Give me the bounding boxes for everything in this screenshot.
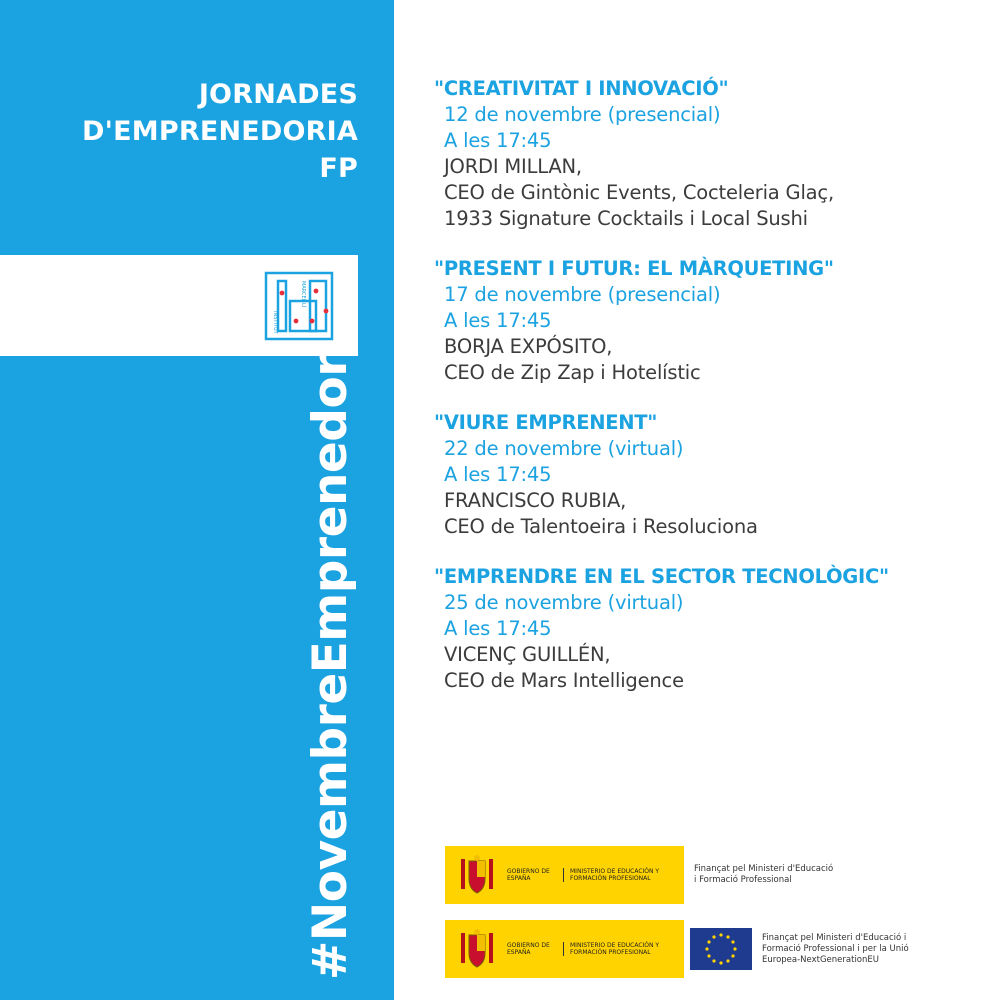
event-speaker: FRANCISCO RUBIA, [444,489,627,512]
event-date: 17 de novembre (presencial) [444,283,721,306]
funding-note-line: Finançat pel Ministeri d'Educació [694,864,834,874]
funding-row [445,920,909,978]
event-item [434,410,994,540]
event-date: 25 de novembre (virtual) [444,591,684,614]
event-title: "CREATIVITAT I INNOVACIÓ" [434,77,729,100]
funding-note [752,933,909,966]
event-role: 1933 Signature Cocktails i Local Sushi [444,207,808,230]
event-item [434,76,994,232]
event-role: CEO de Zip Zap i Hotelístic [444,361,701,384]
event-time: A les 17:45 [444,463,552,486]
gobierno-label: GOBIERNO DE ESPAÑA [507,868,564,882]
event-list [434,76,994,718]
event-date: 12 de novembre (presencial) [444,103,721,126]
event-speaker: JORDI MILLAN, [444,155,582,178]
event-item [434,256,994,386]
institute-logo [264,271,334,341]
coat-of-arms-icon [457,853,497,897]
event-role: CEO de Mars Intelligence [444,669,684,692]
event-time: A les 17:45 [444,617,552,640]
event-date: 22 de novembre (virtual) [444,437,684,460]
gobierno-label: GOBIERNO DE ESPAÑA [507,942,564,956]
event-time: A les 17:45 [444,129,552,152]
title-line-3: FP [319,153,358,184]
event-time: A les 17:45 [444,309,552,332]
funding-note-line: Europea-NextGenerationEU [762,954,879,965]
title-line-2: D'EMPRENEDORIA [82,116,358,147]
svg-text:MARCEL·LÍ: MARCEL·LÍ [300,281,306,308]
funding-logos [445,846,909,978]
event-role: CEO de Talentoeira i Resoluciona [444,515,758,538]
government-banner [445,846,684,904]
coat-of-arms-icon [457,927,497,971]
event-item [434,564,994,694]
funding-row [445,846,909,904]
event-speaker: VICENÇ GUILLÉN, [444,643,611,666]
logo-band [0,255,358,356]
event-title: "EMPRENDRE EN EL SECTOR TECNOLÒGIC" [434,565,889,588]
funding-note-line: Finançat pel Ministeri d'Educació i [762,932,907,943]
event-title: "VIURE EMPRENENT" [434,411,658,434]
event-role: CEO de Gintònic Events, Cocteleria Glaç, [444,181,834,204]
eu-flag-icon [690,928,752,970]
ministerio-label: MINISTERIO DE EDUCACIÓN Y FORMACIÓN PROFESIONAL [570,942,660,956]
government-banner [445,920,684,978]
funding-note-line: Formació Professional i per la Unió [762,943,909,954]
ministerio-label: MINISTERIO DE EDUCACIÓN Y FORMACIÓN PROFESIONAL [570,868,660,882]
funding-note-line: i Formació Professional [694,875,792,885]
left-panel [0,0,394,1000]
funding-note [684,864,833,886]
svg-text:INSTITUT: INSTITUT [272,311,278,334]
event-speaker: BORJA EXPÓSITO, [444,335,613,358]
event-title: "PRESENT I FUTUR: EL MÀRQUETING" [434,257,834,280]
page-title [18,76,358,187]
hashtag: #NovembreEmprenedor [303,354,358,980]
title-line-1: JORNADES [198,79,358,110]
